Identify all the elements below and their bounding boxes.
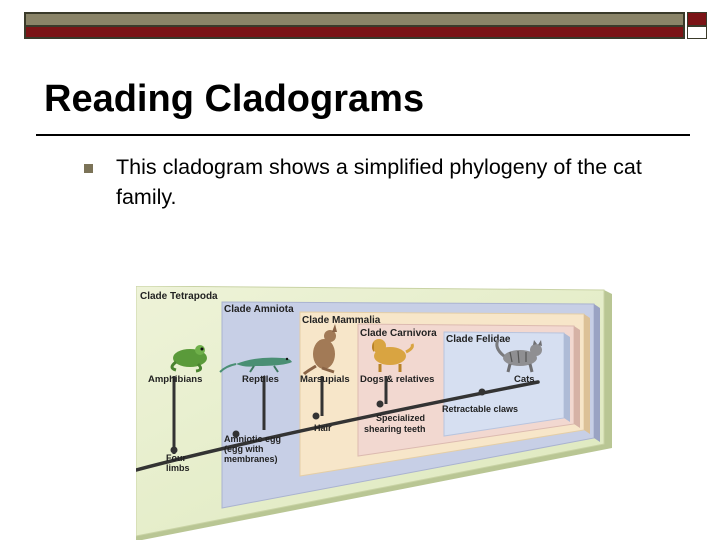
trait-amniotic-line1: Amniotic egg <box>224 434 282 444</box>
taxon-cats: Cats <box>514 374 535 385</box>
trait-amniotic-line3: membranes) <box>224 454 278 464</box>
trait-teeth-line1: Specialized <box>376 413 426 423</box>
taxon-amphibians: Amphibians <box>148 374 203 385</box>
top-maroon-band <box>24 27 685 39</box>
trait-hair: Hair <box>314 423 332 433</box>
cladogram-figure <box>136 286 612 540</box>
trait-retractable-claws: Retractable claws <box>442 404 519 414</box>
clade-label-carnivora: Clade Carnivora <box>360 328 437 339</box>
clade-label-tetrapoda: Clade Tetrapoda <box>140 291 218 302</box>
taxon-reptiles: Reptiles <box>242 374 279 385</box>
clade-label-mammalia: Clade Mammalia <box>302 315 381 326</box>
slide-title: Reading Cladograms <box>44 78 425 120</box>
corner-square-top <box>687 12 707 26</box>
top-olive-band <box>24 12 685 27</box>
top-decorative-bar <box>24 12 709 40</box>
clade-label-felidae: Clade Felidae <box>446 334 511 345</box>
bullet-text: This cladogram shows a simplified phylogeny of the cat family. <box>116 155 642 209</box>
bullet-square-icon <box>84 164 93 173</box>
clade-box-felidae <box>444 332 570 436</box>
trait-amniotic-line2: (egg with <box>224 444 264 454</box>
taxon-dogs-relatives: Dogs & relatives <box>360 374 435 385</box>
trait-four-limbs-line1: Four <box>166 453 186 463</box>
clade-label-amniota: Clade Amniota <box>224 304 294 315</box>
taxon-marsupials: Marsupials <box>300 374 350 385</box>
node-retractable-claws <box>479 389 486 396</box>
node-shearing-teeth <box>377 401 384 408</box>
node-hair <box>313 413 320 420</box>
corner-square-bottom <box>687 26 707 39</box>
trait-teeth-line2: shearing teeth <box>364 424 426 434</box>
title-underline <box>36 134 690 136</box>
trait-four-limbs-line2: limbs <box>166 463 190 473</box>
